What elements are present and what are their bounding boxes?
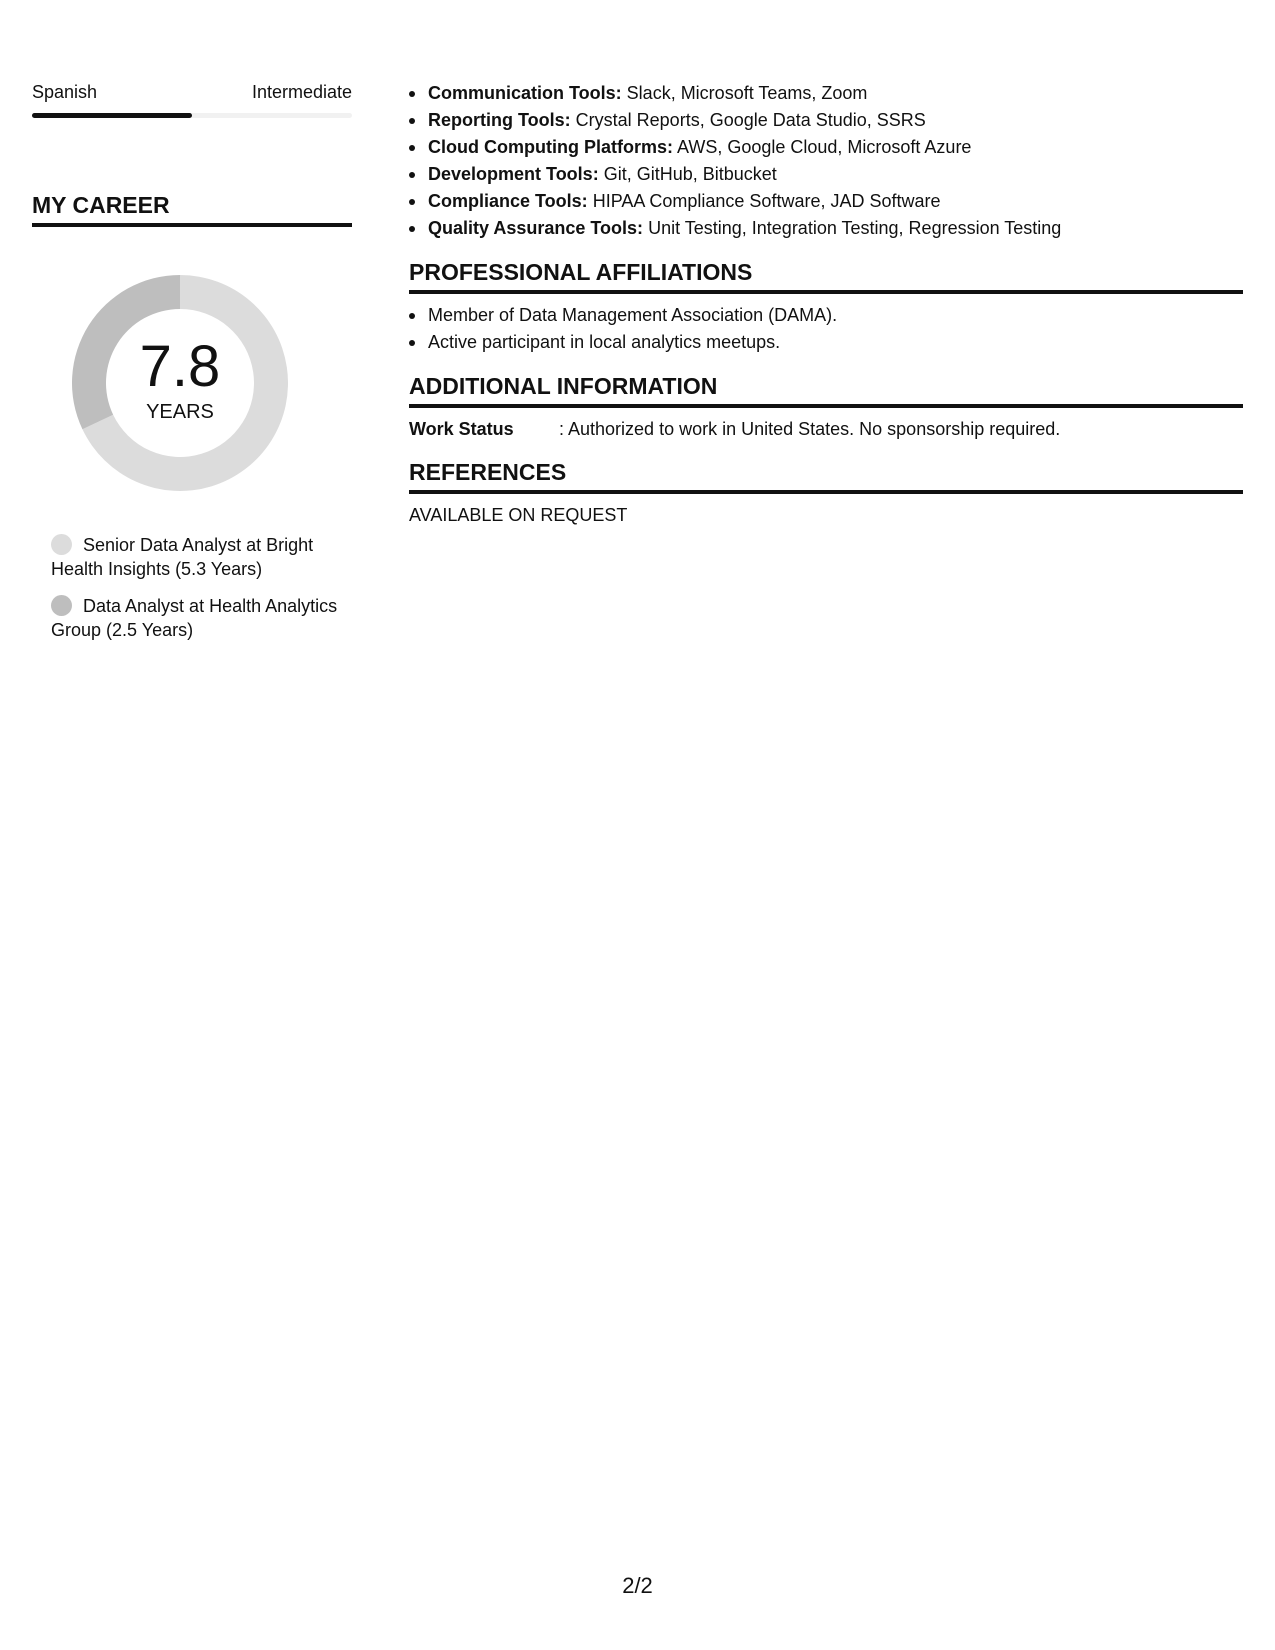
tools-list bbox=[409, 80, 1243, 242]
tool-values: Slack, Microsoft Teams, Zoom bbox=[621, 83, 868, 103]
tool-category: Communication Tools: bbox=[428, 83, 622, 103]
legend-label: Data Analyst at Health Analytics Group (2.5 Years) bbox=[51, 596, 338, 640]
career-total-unit: YEARS bbox=[146, 401, 214, 423]
career-donut-chart bbox=[66, 269, 294, 497]
tool-values: HIPAA Compliance Software, JAD Software bbox=[587, 191, 941, 211]
references-text: AVAILABLE ON REQUEST bbox=[409, 505, 628, 525]
list-item bbox=[409, 161, 1243, 188]
legend-dot bbox=[51, 595, 72, 616]
language-proficiency-fill bbox=[32, 113, 192, 118]
tool-category: Compliance Tools: bbox=[428, 191, 588, 211]
tool-category: Reporting Tools: bbox=[428, 110, 571, 130]
affiliations-section-title: PROFESSIONAL AFFILIATIONS bbox=[409, 258, 1243, 294]
list-item bbox=[409, 107, 1243, 134]
affiliations-list bbox=[409, 302, 1243, 356]
tool-values: Unit Testing, Integration Testing, Regression Testing bbox=[643, 218, 1062, 238]
list-item bbox=[409, 134, 1243, 161]
work-status-row bbox=[409, 416, 1243, 442]
list-item: Active participant in local analytics meetups. bbox=[409, 329, 1243, 356]
work-status-value: : Authorized to work in United States. No sponsorship required. bbox=[559, 419, 1061, 439]
donut-center bbox=[66, 269, 294, 497]
tool-category: Development Tools: bbox=[428, 164, 599, 184]
list-item bbox=[409, 215, 1243, 242]
legend-item bbox=[51, 594, 341, 642]
career-total-value: 7.8 bbox=[139, 334, 221, 399]
page-number: 2/2 bbox=[622, 1573, 653, 1598]
language-level: Intermediate bbox=[251, 82, 352, 102]
left-column bbox=[32, 80, 352, 655]
tool-category: Cloud Computing Platforms: bbox=[428, 137, 673, 157]
language-row bbox=[32, 80, 352, 104]
work-status-label: Work Status bbox=[409, 419, 514, 439]
tool-values: Crystal Reports, Google Data Studio, SSRS bbox=[570, 110, 926, 130]
career-section-title: MY CAREER bbox=[32, 191, 352, 227]
career-legend bbox=[51, 533, 341, 642]
language-name: Spanish bbox=[32, 82, 98, 102]
legend-item bbox=[51, 533, 341, 581]
legend-dot bbox=[51, 534, 72, 555]
tool-values: AWS, Google Cloud, Microsoft Azure bbox=[672, 137, 972, 157]
language-proficiency-bar bbox=[32, 113, 352, 118]
additional-info-section-title: ADDITIONAL INFORMATION bbox=[409, 372, 1243, 408]
list-item bbox=[409, 80, 1243, 107]
list-item: Member of Data Management Association (DAMA). bbox=[409, 302, 1243, 329]
legend-label: Senior Data Analyst at Bright Health Insights (5.3 Years) bbox=[51, 535, 314, 579]
list-item bbox=[409, 188, 1243, 215]
tool-values: Git, GitHub, Bitbucket bbox=[598, 164, 777, 184]
tool-category: Quality Assurance Tools: bbox=[428, 218, 644, 238]
right-column bbox=[409, 80, 1243, 528]
references-section-title: REFERENCES bbox=[409, 458, 1243, 494]
